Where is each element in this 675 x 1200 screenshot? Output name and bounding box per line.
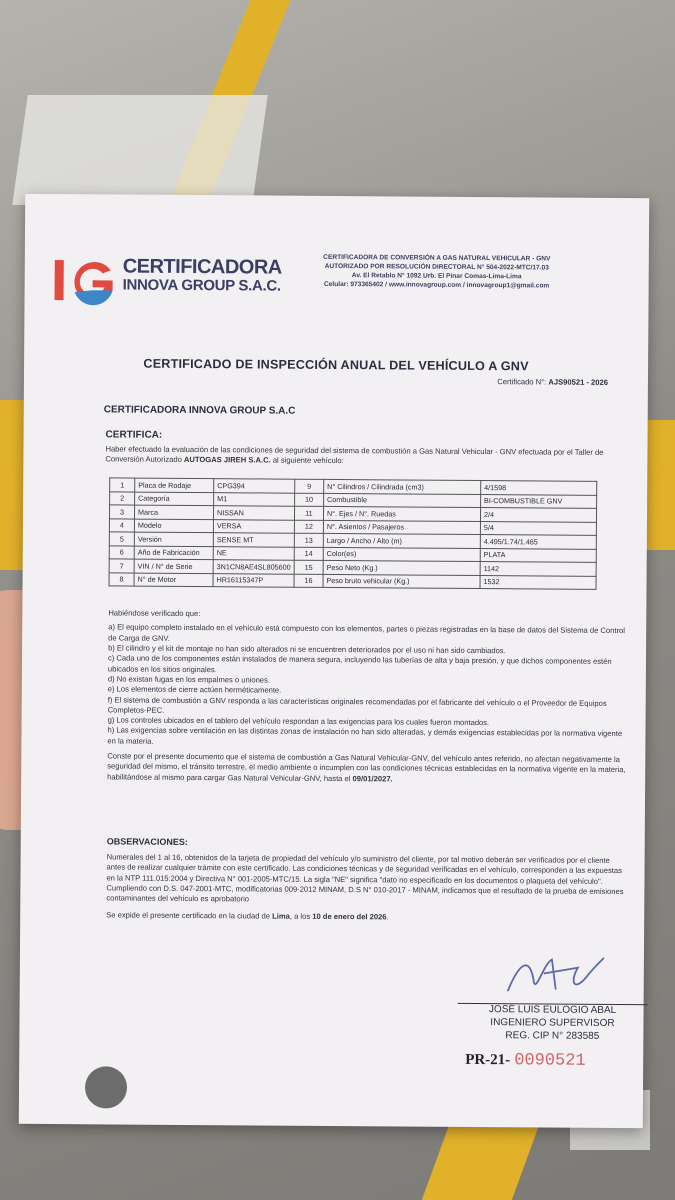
field-label: VIN / N° de Serie: [134, 559, 213, 573]
issue-date: 10 de enero del 2026: [312, 911, 387, 921]
verification-item: e) Los elementos de cierre actúen herméticamente.: [107, 684, 282, 695]
vehicle-table-row: [109, 572, 596, 589]
document-title: CERTIFICADO DE INSPECCIÓN ANUAL DEL VEHÍCULO A GNV: [143, 356, 529, 374]
form-code: [465, 1051, 586, 1071]
field-value: HR16115347P: [213, 573, 294, 587]
header-contact-block: [287, 254, 587, 292]
verification-section: [107, 608, 628, 786]
field-label: Año de Fabricación: [134, 546, 213, 560]
row-number: 3: [109, 505, 134, 519]
field-value: PLATA: [480, 548, 596, 562]
company-logo-text: [123, 257, 282, 295]
field-value: 3N1CN8AE4SL805600: [213, 560, 294, 574]
row-number: 9: [295, 479, 324, 493]
field-label: Versión: [134, 532, 213, 546]
field-label: Placa de Rodaje: [135, 478, 214, 492]
field-label: N° Cilindros / Cilindrada (cm3): [324, 479, 481, 494]
field-label: Modelo: [134, 519, 213, 533]
field-value: 1142: [480, 562, 596, 576]
row-number: 14: [294, 547, 323, 561]
field-value: 2/4: [480, 508, 596, 522]
issue-text-mid: , a los: [289, 911, 311, 921]
logo-line-2: INNOVA GROUP S.A.C.: [122, 276, 281, 295]
field-value: BI-COMBUSTIBLE GNV: [481, 494, 597, 508]
white-floor-marking: [12, 95, 267, 205]
certificate-number-label: Certificado N°:: [497, 377, 547, 387]
row-number: 11: [294, 506, 323, 520]
row-number: 15: [294, 560, 323, 574]
verification-heading: Habiéndose verificado que:: [108, 608, 201, 619]
field-value: CPG394: [214, 479, 295, 493]
field-label: Marca: [134, 505, 213, 519]
header-line: Av. El Retablo N° 1092 Urb. El Pinar Comas-Lima-Lima: [351, 271, 522, 281]
row-number: 1: [110, 478, 135, 492]
row-number: 8: [109, 572, 134, 586]
form-serial-number: 0090521: [514, 1051, 586, 1071]
field-value: SENSE MT: [213, 533, 294, 547]
field-label: N° de Motor: [134, 573, 213, 587]
logo-line-1: CERTIFICADORA: [122, 255, 282, 279]
header-line: Celular: 973365402 / www.innovagroup.com / innovagroup1@gmail.com: [323, 280, 550, 290]
verification-item: a) El equipo completo instalado en el vehículo está compuesto con los elementos, partes o piezas registradas en la base de datos del Sistema de Control de Carga de GNV.: [108, 622, 625, 643]
signatory-block: [457, 1003, 647, 1044]
row-number: 5: [109, 532, 134, 546]
row-number: 7: [109, 559, 134, 573]
header-line: AUTORIZADO POR RESOLUCIÓN DIRECTORAL N° 504-2022-MTC/17.03: [324, 262, 549, 272]
punch-hole: [85, 1066, 127, 1108]
issue-text-end: .: [386, 911, 389, 921]
signatory-role: INGENIERO SUPERVISOR: [490, 1016, 615, 1029]
signatory-name: JOSÉ LUIS EULOGIO ABAL: [458, 1003, 648, 1018]
field-label: Peso Neto (Kg.): [323, 560, 480, 575]
handwritten-signature-icon: [500, 951, 610, 1002]
verification-item: d) No existan fugas en los empalmes o uniones.: [107, 674, 270, 685]
field-value: 4.495/1.74/1.465: [480, 535, 596, 549]
issue-city: Lima: [272, 911, 290, 921]
field-value: VERSA: [213, 519, 294, 533]
issue-statement: [106, 910, 626, 924]
row-number: 13: [294, 533, 323, 547]
verification-item: c) Cada uno de los componentes están instalados de manera segura, incluyendo las tuberías de alta y baja presión, y que dichos componentes estén ubicados en los sitios originales.: [107, 653, 612, 674]
field-value: 1532: [480, 575, 596, 589]
form-code-prefix: PR-21-: [465, 1051, 511, 1069]
certificate-number-value: AJS90521 - 2026: [548, 377, 608, 387]
signatory-registration: REG. CIP N° 283585: [505, 1029, 600, 1042]
issue-text: Se expide el presente certificado en la ciudad de: [106, 909, 271, 921]
vehicle-data-table: [109, 477, 598, 589]
field-value: 5/4: [480, 521, 596, 535]
workshop-name: AUTOGAS JIREH S.A.C.: [183, 455, 271, 465]
row-number: 16: [294, 574, 323, 588]
observations-heading: OBSERVACIONES:: [106, 836, 188, 847]
field-label: Categoría: [135, 492, 214, 506]
verification-item: h) Las exigencias sobre ventilación en las distintas zonas de instalación no han sido alteradas, y demás exigencias establecidas por la normativa vigente en la materia.: [107, 725, 623, 746]
verification-item: g) Los controles ubicados en el tablero del vehículo respondan a las exigencias para los cuales fueron montados.: [107, 715, 490, 728]
intro-text: Haber efectuado la evaluación de las condiciones de seguridad del sistema de combustión a Gas Natural Vehicular - GNV efectuada por el Taller de Conversión Autorizado: [105, 444, 604, 465]
valid-until-date: 09/01/2027.: [352, 773, 393, 784]
field-label: Largo / Ancho / Alto (m): [323, 533, 480, 548]
field-value: M1: [214, 492, 295, 506]
intro-paragraph: [105, 444, 605, 468]
row-number: 4: [109, 518, 134, 532]
company-name: CERTIFICADORA INNOVA GROUP S.A.C: [103, 404, 296, 417]
signature: [480, 963, 640, 964]
row-number: 2: [110, 491, 135, 505]
certificate-number: [497, 377, 608, 387]
field-label: Peso bruto vehicular (Kg.): [323, 574, 480, 589]
field-value: NISSAN: [213, 506, 294, 520]
conclusion-paragraph: [107, 751, 627, 786]
verification-item: f) El sistema de combustión a GNV responda a las características originales recomendadas por el fabricante del vehículo o el Proveedor de Equipos Completos-PEC.: [107, 694, 607, 715]
field-label: Combustible: [324, 493, 481, 508]
header-line: CERTIFICADORA DE CONVERSIÓN A GAS NATURAL VEHICULAR - GNV: [323, 253, 551, 263]
conclusion-text: Conste por el presente documento que el sistema de combustión a Gas Natural Vehicular-GNV, del vehículo antes referido, no afectan negativamente la seguridad del mismo, el tránsito terrestre, el medio ambiente o incumplen con las condiciones técnicas establecidas en la normativa vigente en la materia, habilitándose al mismo para cargar Gas Natural Vehicular-GNV, hasta el: [107, 751, 626, 783]
innova-logo-icon: [52, 256, 118, 306]
field-label: N°. Ejes / N°. Ruedas: [323, 506, 480, 521]
intro-text-end: al siguiente vehículo:: [272, 455, 344, 466]
field-label: Color(es): [323, 547, 480, 562]
verification-item: b) El cilindro y el kit de montaje no han sido alterados ni se encuentren deteriorados por el uso ni han sido cambiados.: [108, 643, 506, 656]
row-number: 10: [295, 493, 324, 507]
observations-section: [106, 852, 626, 924]
field-value: NE: [213, 546, 294, 560]
observations-text: Numerales del 1 al 16, obtenidos de la tarjeta de propiedad del vehículo y/o suministro del cliente, por tal motivo deberán ser verificados por el cliente antes de realizar cualquier trámite con este certificado. Las condiciones técnicas y de seguridad verificadas en el vehículo, corresponden a las expuestas en la NTP 111.015:2004 y Directiva N° 001-2005-MTC/15. La sigla "NE" significa "dato no especificado en los documentos o plaqueta del vehículo". Cumpliendo con D.S. 047-2001-MTC, modificatorias 009-2012 MINAM, D.S N° 010-2017 - MINAM, indicamos que el resultado de la prueba de emisiones contaminantes del vehículo es aprobatorio: [106, 852, 624, 904]
row-number: 6: [109, 545, 134, 559]
certifica-heading: CERTIFICA:: [105, 429, 163, 441]
field-label: N°. Asientos / Pasajeros: [323, 520, 480, 535]
row-number: 12: [294, 520, 323, 534]
field-value: 4/1598: [481, 481, 597, 495]
certificate-document: [19, 194, 649, 1128]
